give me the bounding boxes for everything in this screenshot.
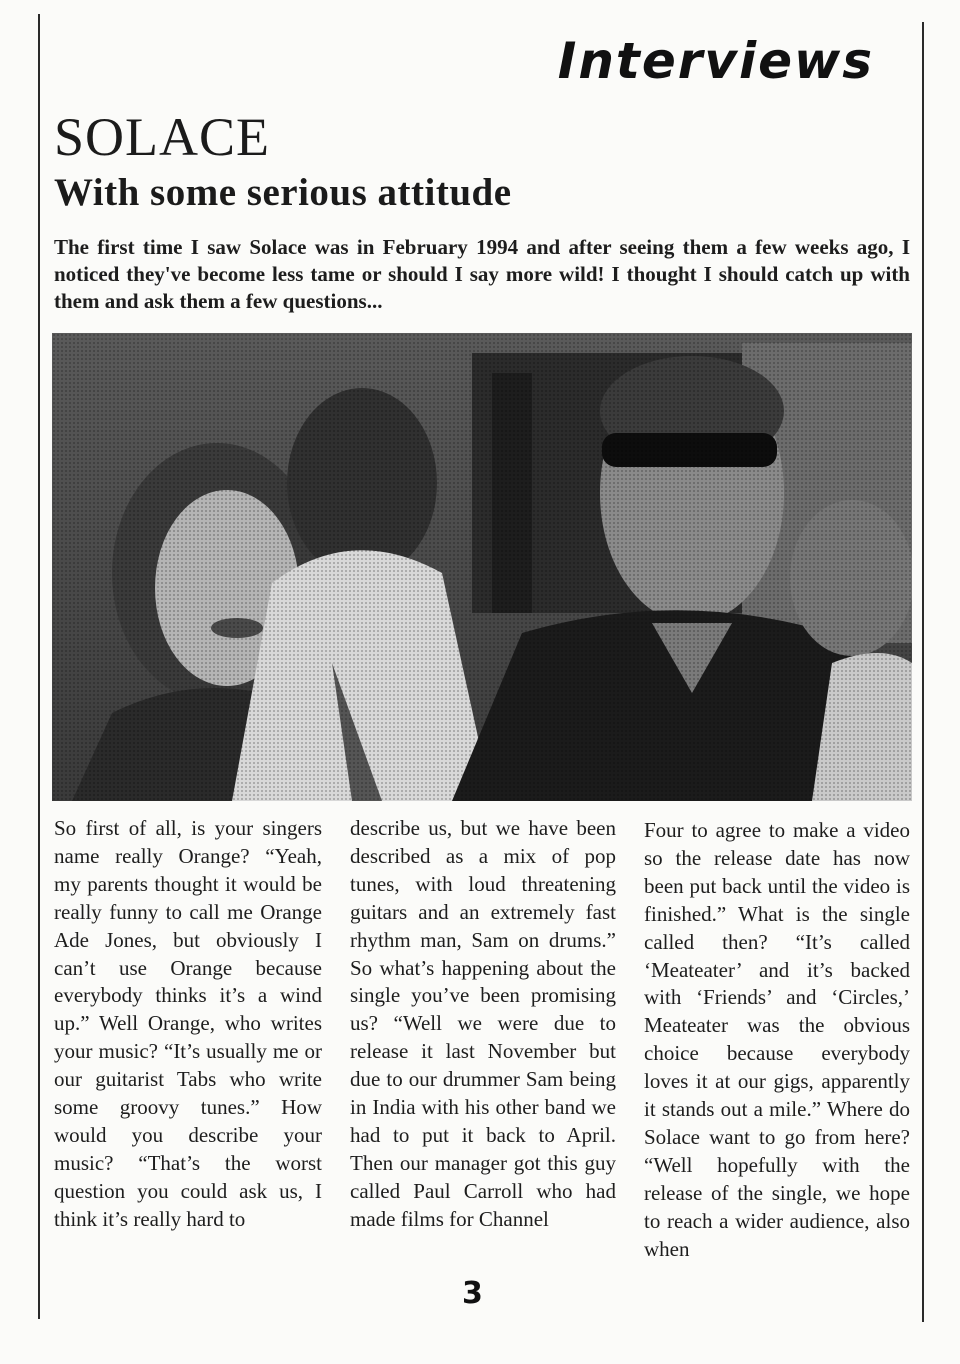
page-number: 3 — [462, 1276, 483, 1311]
article-column-1: So first of all, is your singers name really Orange? “Yeah, my parents thought it would be really funny to call me Orange Ade Jones, but obviously I can’t use Orange because everybody thinks it’s a wind up.” Well Orange, who writes your music? “It’s usually me or our guitarist Tabs who write some groovy tunes.” How would you describe your music? “That’s the worst question you could ask us, I think it’s really hard to — [54, 816, 322, 1231]
right-margin-rule — [922, 22, 924, 1322]
section-heading: Interviews — [557, 32, 874, 90]
band-photo — [52, 333, 912, 801]
article-column-2: describe us, but we have been described as a mix of pop tunes, with loud threatening guitars and an extremely fast rhythm man, Sam on drums.” So what’s happening about the single you’ve been promising us? “Well we were due to release it last November but due to our drummer Sam being in India with his other band we had to put it back to April. Then our manager got this guy called Paul Carroll who had made films for Channel — [350, 816, 616, 1231]
article-title: SOLACE — [54, 107, 271, 167]
article-column-3: Four to agree to make a video so the release date has now been put back until the video is finished.” What is the single called then? “It’s called ‘Meateater’ and it’s backed with ‘Friends’ and ‘Circles,’ Meateater was the obvious choice because everybody loves it at our gigs, apparently it stands out a mile.” Where do Solace want to go from here? “Well hopefully with the release of the single, we hope to reach a wider audience, also when — [644, 818, 910, 1261]
left-margin-rule — [38, 14, 40, 1319]
article-intro: The first time I saw Solace was in February 1994 and after seeing them a few weeks ago, I noticed they've become less tame or should I say more wild! I thought I should catch up with them and ask them a few questions... — [54, 235, 910, 313]
band-photo-image — [52, 333, 912, 801]
article-subtitle: With some serious attitude — [54, 171, 512, 214]
